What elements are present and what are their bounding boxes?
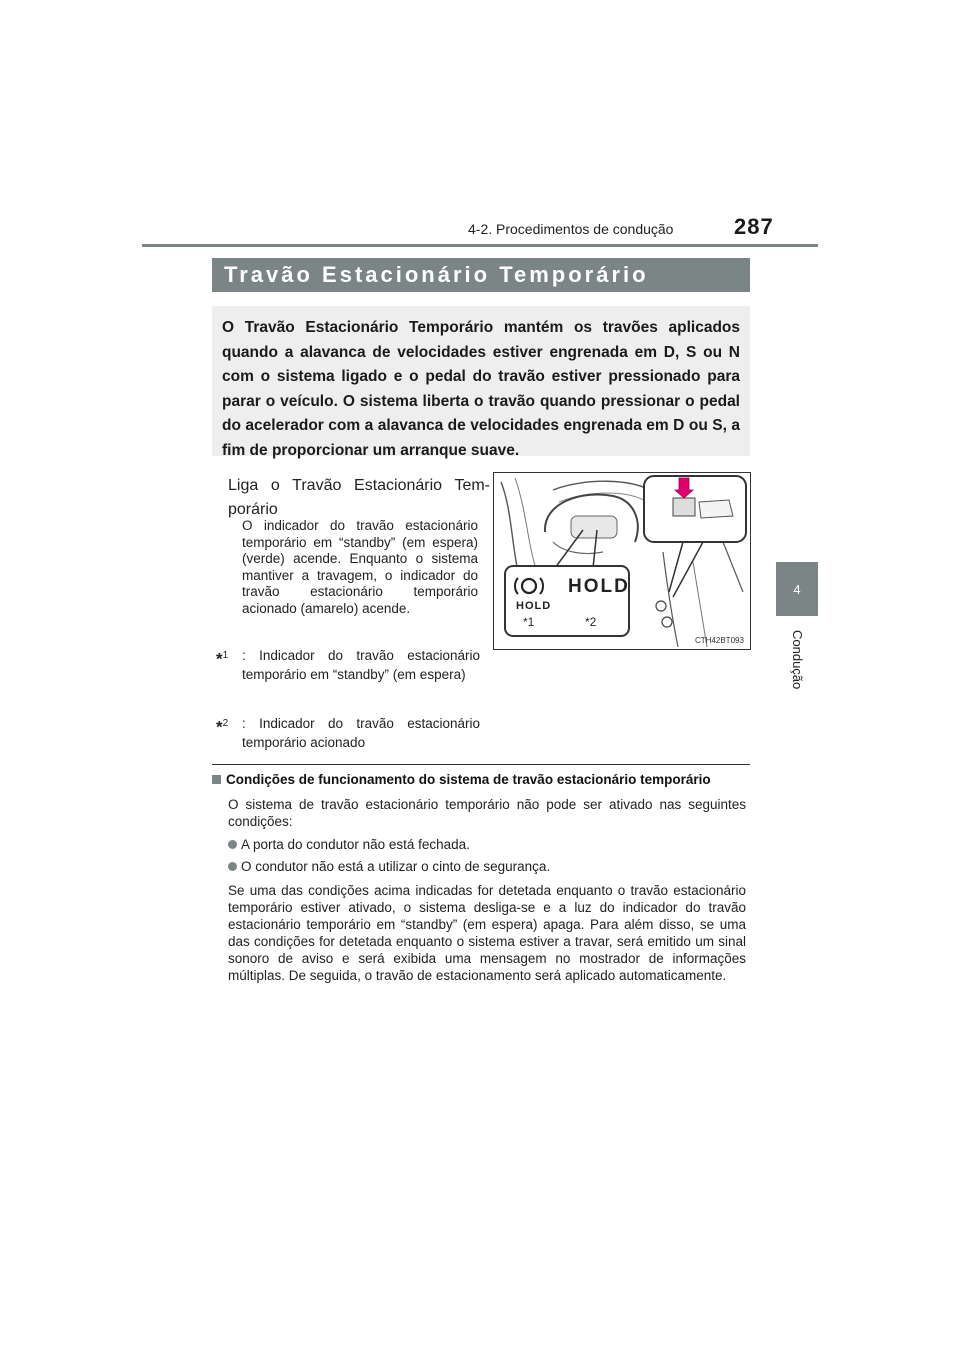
page-number: 287 [734,214,774,239]
hold-standby-label: HOLD [516,600,552,612]
callout-2: *2 [585,615,597,629]
intro-text: O Travão Estacionário Temporário mantém os travões aplicados quando a alavanca de velocidades estiver engrenada em D, S ou N com o sistema ligado e o pedal do travão estiver pressionado para parar o veículo. O sistema liberta o travão quando pressionar o pedal do acelerador com a alavanca de velocidades engrenada em D ou S, a fim de proporcionar um arranque suave. [222,319,740,459]
conditions-outro: Se uma das condições acima indicadas for detetada enquanto o travão estacionário temporário estiver ativado, o sistema desliga-se e a luz do indicador do travão estacionário temporário em “standby” (em espera) apaga. Para além disso, se uma das condições for detetada enquanto o sistema estiver a travar, será emitido um sinal sonoro de aviso e será exibida uma mensagem no mostrador de informações múltiplas. De seguida, o travão de estacionamento será aplicado automaticamente. [228,883,746,983]
chapter-tab [776,562,818,616]
section-label: 4-2. Procedimentos de condução [468,221,674,237]
conditions-heading: Condições de funcionamento do sistema de travão estacionário temporário [212,772,752,787]
intro-box [212,306,750,459]
footnote-1-mark: *$^1$ [216,649,229,669]
footnote-1 [216,646,480,684]
hold-active-label: HOLD [568,576,630,597]
bullet-dot-icon [228,862,237,871]
header-rule [142,244,818,247]
step-description: O indicador do travão estacionário temporário em “standby” (em espera) (verde) acende. Enquanto o sistema mantiver a travagem, o indicador do travão estacionário temporário acionado (amarelo) acende. [242,518,478,616]
illustration-code: CTH42BT093 [695,636,744,645]
callout-1: *1 [523,615,535,629]
list-item: O condutor não está a utilizar o cinto de segurança. [228,858,746,875]
footnote-1-text: : Indicador do travão estacionário temporário em “standby” (em espera) [242,648,480,682]
page-title: Travão Estacionário Temporário [212,258,750,292]
section-divider [212,764,750,765]
step-text: Liga o Travão Estacionário Temporário [228,477,490,518]
chapter-name-vertical [775,630,819,710]
chapter-name: Condução [790,630,805,690]
footnote-2-mark: *$^2$ [216,717,229,737]
footnote-2 [216,714,480,752]
bullet-dot-icon [228,840,237,849]
list-item: A porta do condutor não está fechada. [228,836,746,853]
chapter-number: 4 [793,581,801,597]
square-bullet-icon [212,775,221,784]
footnote-2-text: : Indicador do travão estacionário temporário acionado [242,716,480,750]
illustration-dashboard [493,472,751,650]
conditions-intro: O sistema de travão estacionário temporário não pode ser ativado nas seguintes condições: [228,797,746,829]
